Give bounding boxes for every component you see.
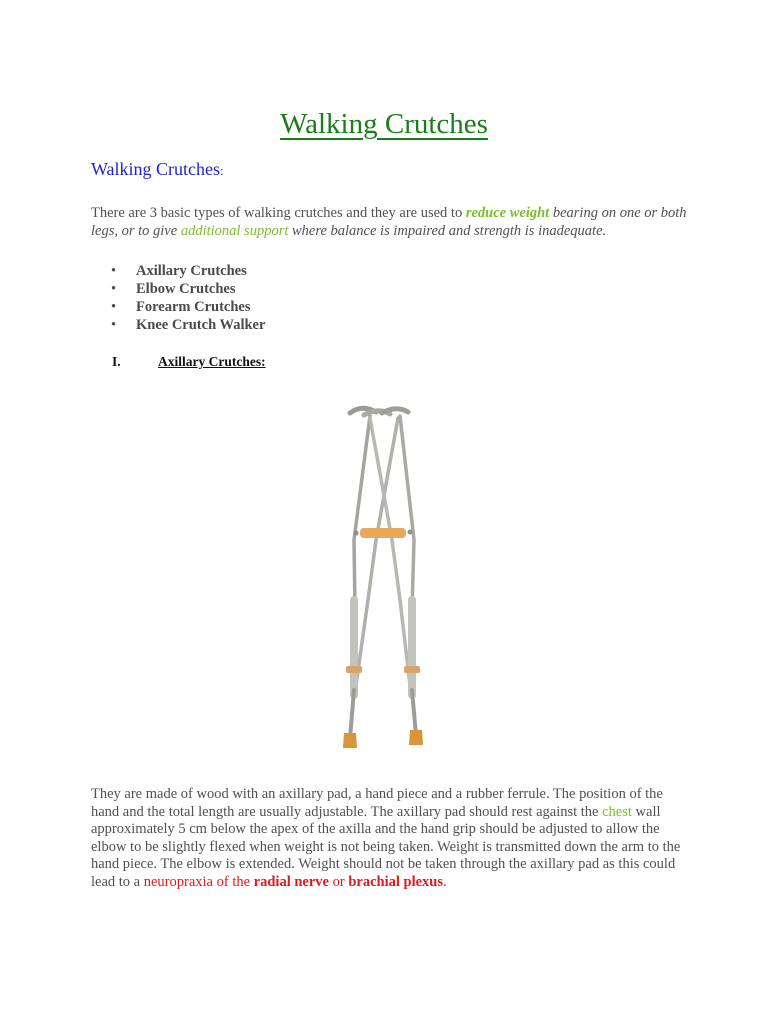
bullet-icon: • [111, 281, 117, 297]
section-heading-text: Walking Crutches [91, 159, 221, 179]
list-item [111, 316, 265, 334]
intro-text-3: where balance is impaired and strength is inadequate. [288, 222, 607, 239]
list-item-label: Knee Crutch Walker [136, 317, 266, 333]
crutch-types-list [111, 262, 265, 334]
bullet-icon: • [111, 299, 117, 315]
intro-paragraph [91, 205, 691, 240]
list-item [111, 280, 265, 298]
list-item-label: Elbow Crutches [136, 281, 236, 297]
description-emphasis-radial-nerve: radial nerve [253, 873, 329, 890]
bullet-icon: • [111, 263, 117, 279]
crutches-illustration [320, 400, 448, 755]
section-heading-colon: : [220, 163, 224, 178]
list-item-label: Forearm Crutches [136, 299, 251, 315]
description-text-1: They are made of wood with an axillary pad, a hand piece and a rubber ferrule. The position of the hand and the total length are usually adjustable. The axillary pad should rest against the [91, 786, 663, 820]
crutch-extension [350, 690, 354, 738]
hand-grip [360, 528, 406, 538]
description-emphasis-chest: chest [602, 803, 632, 820]
crutches-image [320, 400, 448, 755]
intro-text-1: There are 3 basic types of walking crutches and they are used to [91, 205, 466, 221]
section-heading [91, 159, 224, 180]
description-emphasis-brachial-plexus: brachial plexus [348, 873, 443, 890]
clamp-collar [346, 666, 362, 673]
intro-emphasis-reduce-weight: reduce weight [465, 205, 550, 221]
list-item [111, 298, 265, 316]
rubber-ferrule [343, 733, 357, 748]
grip-bolt [408, 530, 413, 535]
intro-emphasis-additional-support: additional support [180, 222, 289, 239]
subsection-heading [112, 354, 266, 370]
description-end: . [443, 873, 447, 890]
axillary-pad [382, 409, 408, 413]
description-paragraph [91, 786, 681, 891]
page-title: Walking Crutches [280, 108, 488, 140]
description-text-2: wall approximately 5 cm below the apex of the axilla and the hand grip should be adjusted to allow the elbow to be slightly flexed when weight is not being taken. Weight is transmitted down the arm to the hand piece. The elbow is extended. Weight should not be taken through the axillary pad as this could lead to a [91, 803, 681, 890]
bullet-icon: • [111, 317, 117, 333]
rubber-ferrule [409, 730, 423, 745]
clamp-collar [404, 666, 420, 673]
description-red-text: neuropraxia of the [143, 873, 254, 890]
subsection-number: I. [112, 354, 121, 369]
description-red-or: or [328, 873, 349, 890]
intro-text-2: bearing on one or both legs, or to give [91, 205, 687, 239]
subsection-title: Axillary Crutches: [158, 354, 266, 369]
grip-bolt [354, 531, 359, 536]
list-item [111, 262, 265, 280]
list-item-label: Axillary Crutches [136, 263, 247, 279]
